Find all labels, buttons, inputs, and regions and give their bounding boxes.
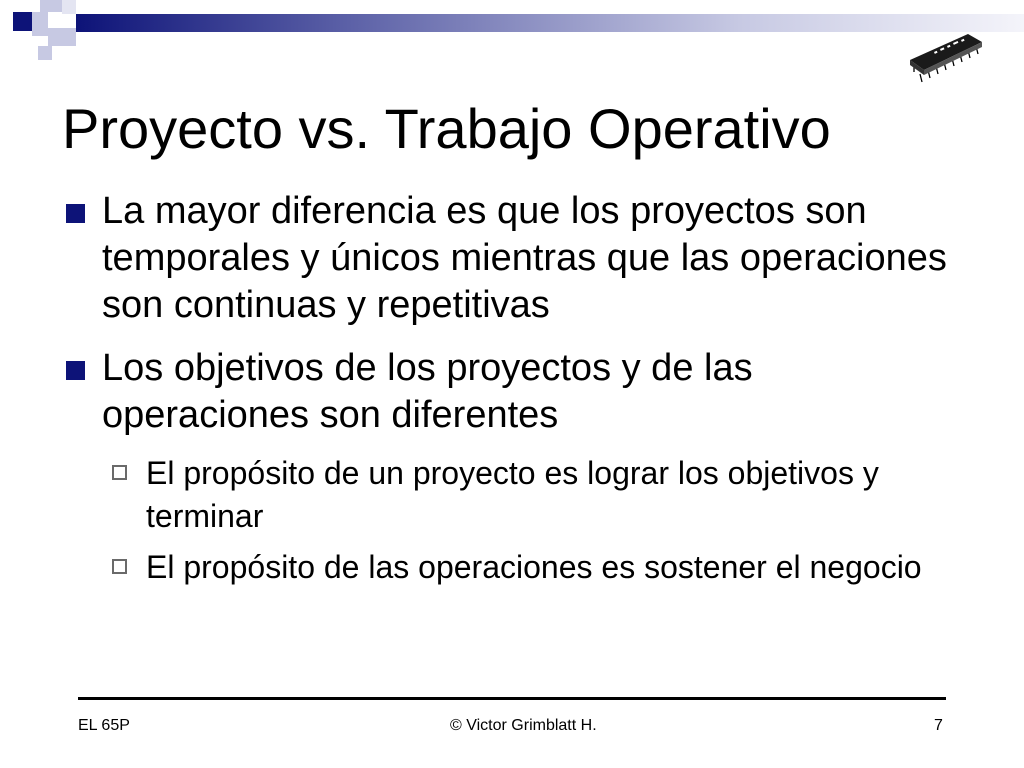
square-bullet-icon (66, 204, 85, 223)
checkbox-bullet-icon (112, 559, 127, 574)
header-decoration (0, 0, 1024, 60)
decor-square (38, 46, 52, 60)
footer-copyright: © Victor Grimblatt H. (450, 717, 597, 734)
bullet-text: Los objetivos de los proyectos y de las operaciones son diferentes (102, 347, 753, 436)
decor-square (13, 12, 32, 31)
slide-title: Proyecto vs. Trabajo Operativo (62, 97, 831, 160)
bullet-item (62, 188, 962, 329)
footer-divider (78, 697, 946, 700)
decor-square (40, 0, 64, 12)
sub-bullet-item (112, 452, 972, 538)
bullet-text: La mayor diferencia es que los proyectos son temporales y únicos mientras que las operaciones son continuas y repetitivas (102, 190, 947, 326)
decor-square (48, 28, 76, 46)
decor-square (62, 0, 76, 14)
footer-page-number: 7 (934, 717, 943, 734)
sub-bullet-text: El propósito de las operaciones es sostener el negocio (146, 549, 922, 585)
decor-square (32, 12, 48, 36)
checkbox-bullet-icon (112, 465, 127, 480)
sub-bullet-text: El propósito de un proyecto es lograr los objetivos y terminar (146, 455, 879, 534)
bullet-item (62, 345, 962, 439)
sub-bullet-item (112, 546, 972, 632)
footer-course-code: EL 65P (78, 717, 130, 734)
square-bullet-icon (66, 361, 85, 380)
header-gradient-band (76, 14, 1024, 32)
chip-icon (906, 30, 988, 88)
